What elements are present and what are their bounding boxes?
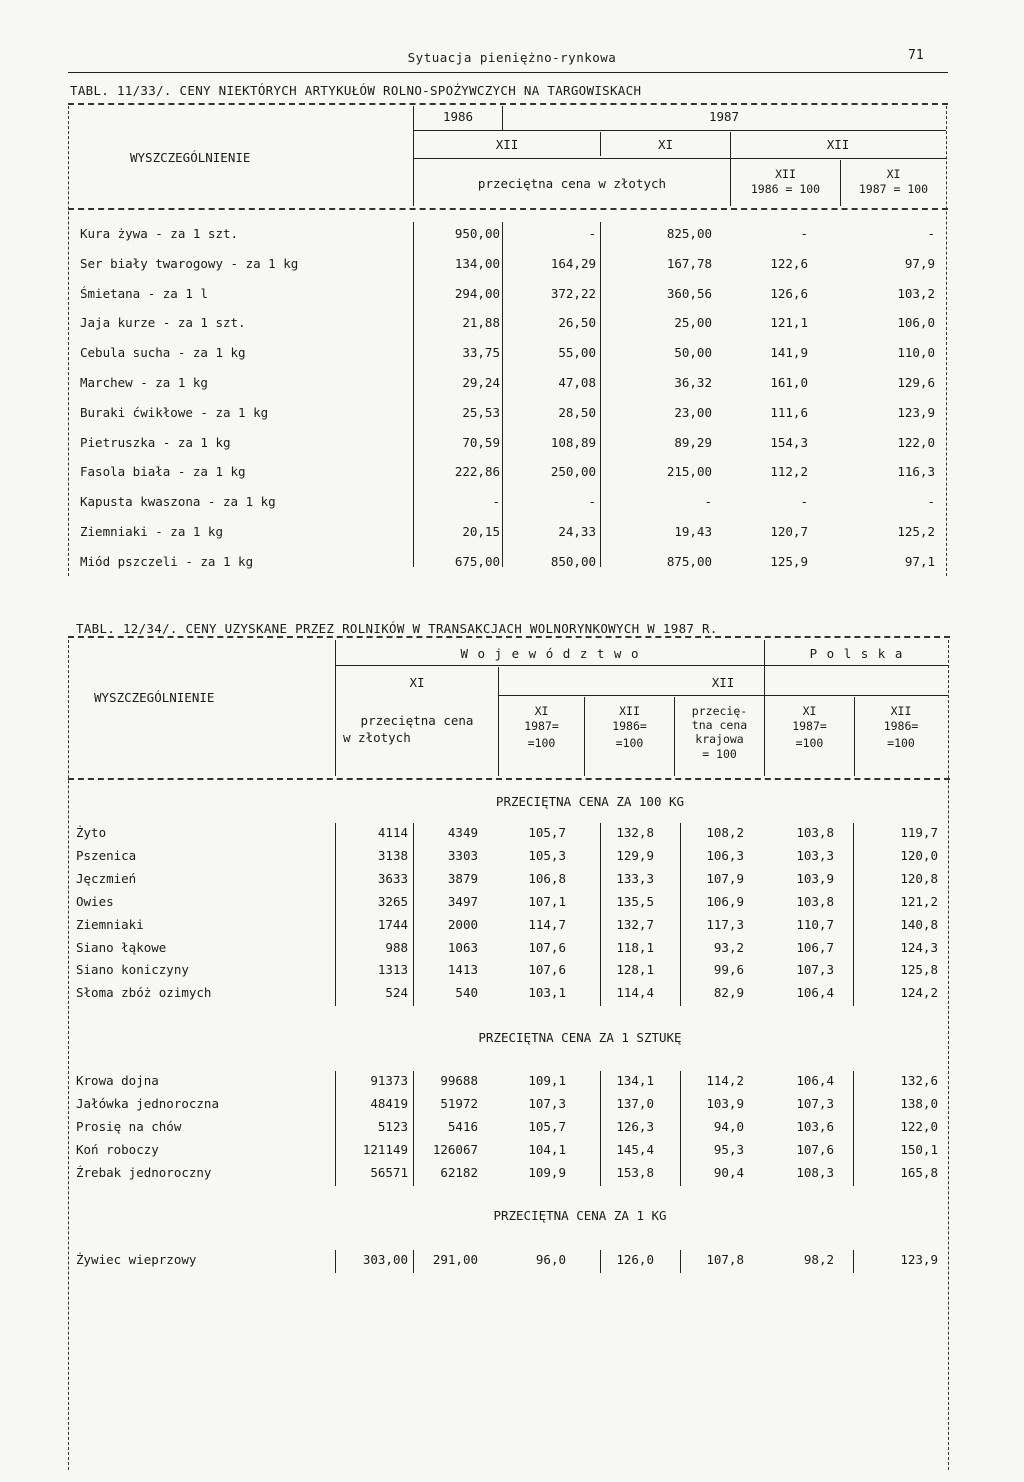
table2-avg-price-2: w złotych [343,730,411,745]
table2-col-divider-b [674,697,675,776]
table2-kg100-cell: 107,6 [528,940,566,955]
table2-kg100-cell: 140,8 [900,917,938,932]
table2-szt-cell: 107,3 [528,1096,566,1111]
table2-szt-cell: 106,4 [796,1073,834,1088]
table2-kg100-cell: 1744 [377,917,408,932]
table2-kg100-cell: 106,7 [796,940,834,955]
table1-year-1986: 1986 [442,109,474,124]
table1-index2-top: XI [886,167,901,181]
table1-cell: 675,00 [454,554,500,569]
table2-szt-cell: 150,1 [900,1142,938,1157]
table1-top-dash [68,103,948,105]
table2-kg100-cell: 132,8 [616,825,654,840]
table2-kg100-row-label: Pszenica [76,848,137,863]
table1-row-label: Kura żywa - za 1 szt. [80,226,239,241]
table1-index2-bottom: 1987 = 100 [858,182,929,196]
table1-row-label: Fasola biała - za 1 kg [80,464,246,479]
table1-cell: 97,1 [904,554,935,569]
table1-cell: 28,50 [558,405,596,420]
table1-cell: 129,6 [897,375,935,390]
table2-kg100-cell: 129,9 [616,848,654,863]
table2-kg100-cell: 124,2 [900,985,938,1000]
table2-kg100-cell: 106,4 [796,985,834,1000]
table1-cell: 108,89 [550,435,596,450]
table2-kg100-cell: 988 [385,940,408,955]
table2-szt-row-label: Źrebak jednoroczny [76,1165,212,1180]
table2-kg100-row-label: Jęczmień [76,871,137,886]
table2-month-xi: XI [409,675,425,690]
table1-cell: - [704,494,712,509]
table2-h-pxi-1: XI [802,704,817,718]
table2-szt-cell: 103,9 [706,1096,744,1111]
table2-kg100-cell: 107,6 [528,962,566,977]
table2-kg100-row-label: Siano łąkowe [76,940,167,955]
table2-kg100-row-label: Ziemniaki [76,917,144,932]
table1-cell: 950,00 [454,226,500,241]
table1-cell: 97,9 [904,256,935,271]
section-kg100: PRZECIĘTNA CENA ZA 100 KG [495,794,685,809]
table1-row-label: Kapusta kwaszona - za 1 kg [80,494,276,509]
table1-cell: - [588,494,596,509]
table2-kg100-row-label: Owies [76,894,114,909]
table1-cell: 120,7 [770,524,808,539]
table1-cell: 24,33 [558,524,596,539]
table2-szt-cell: 62182 [440,1165,478,1180]
table2-szt-cell: 138,0 [900,1096,938,1111]
table1-right-border [946,106,947,576]
table2-szt-row-label: Jałówka jednoroczna [76,1096,219,1111]
table1-cell: 250,00 [550,464,596,479]
table2-kg100-cell: 540 [455,985,478,1000]
table1-cell: 825,00 [666,226,712,241]
table2-kg100-cell: 119,7 [900,825,938,840]
table2-kg100-cell: 114,4 [616,985,654,1000]
table2-szt-cell: 104,1 [528,1142,566,1157]
table1-month-divider-1 [600,132,601,156]
table1-cell: 70,59 [462,435,500,450]
table2-szt-col-line [853,1071,854,1186]
table1-month-xii-a: XII [495,137,519,152]
table1-row-label: Buraki ćwikłowe - za 1 kg [80,405,269,420]
table2-kg100-col-line [413,823,414,1006]
table2-szt-cell: 109,1 [528,1073,566,1088]
table2-kg1-cell: 123,9 [900,1252,938,1267]
table2-h-xii-2: 1986= [612,719,647,733]
table1-body-line-2 [502,222,503,567]
table2-kg100-cell: 3633 [377,871,408,886]
table1-cell: 122,6 [770,256,808,271]
table2-kg1-col-line [853,1250,854,1273]
table2-kg100-cell: 124,3 [900,940,938,955]
table1-cell: 122,0 [897,435,935,450]
table2-kg100-cell: 114,7 [528,917,566,932]
table1-header-dash [68,208,948,210]
table1-cell: 47,08 [558,375,596,390]
table2-kg1-cell: 126,0 [616,1252,654,1267]
table2-szt-cell: 5416 [447,1119,478,1134]
table2-kg1-cell: 107,8 [706,1252,744,1267]
table1-cell: 20,15 [462,524,500,539]
table2-kg100-cell: 121,2 [900,894,938,909]
table1-cell: 125,2 [897,524,935,539]
table1-row-label: Miód pszczeli - za 1 kg [80,554,254,569]
table2-kg100-col-line [853,823,854,1006]
table2-szt-cell: 51972 [440,1096,478,1111]
table1-row-label: Ser biały twarogowy - za 1 kg [80,256,299,271]
table2-szt-cell: 90,4 [713,1165,744,1180]
table2-kg100-cell: 120,0 [900,848,938,863]
table2-szt-row-label: Prosię na chów [76,1119,182,1134]
table2-szt-cell: 48419 [370,1096,408,1111]
table2-kg100-cell: 1313 [377,962,408,977]
table2-szt-col-line [680,1071,681,1186]
table2-kg1-cell: 98,2 [803,1252,834,1267]
table1-cell: 121,1 [770,315,808,330]
table2-h-pxii-1: XII [890,704,912,718]
table2-kg100-cell: 1413 [447,962,478,977]
table1-cell: 55,00 [558,345,596,360]
table1-index1-bottom: 1986 = 100 [750,182,821,196]
table2-szt-cell: 103,6 [796,1119,834,1134]
table2-h-kraj-3: krajowa [695,732,744,746]
table2-kg100-cell: 4349 [447,825,478,840]
table2-wojewodztwo: W o j e w ó d z t w o [460,646,640,661]
table2-kg100-cell: 135,5 [616,894,654,909]
table1-row-label: Śmietana - za 1 l [80,286,208,301]
table2-kg100-cell: 103,8 [796,825,834,840]
table2-kg100-row-label: Siano koniczyny [76,962,189,977]
table2-kg1-row-label: Żywiec wieprzowy [76,1252,197,1267]
table2-col-divider-c [854,697,855,776]
table1-row-label: Cebula sucha - za 1 kg [80,345,246,360]
table1-cell: 29,24 [462,375,500,390]
table2-h-pxii-2: 1986= [883,719,919,733]
table2-h-kraj-1: przecię- [691,704,748,718]
table1-header-label: WYSZCZEGÓLNIENIE [130,150,251,165]
table2-szt-cell: 137,0 [616,1096,654,1111]
table1-index-divider [840,160,841,206]
table2-month-xii: XII [711,675,735,690]
table1-row-label: Jaja kurze - za 1 szt. [80,315,246,330]
header-rule [68,72,948,73]
table2-kg100-cell: 107,9 [706,871,744,886]
table2-kg100-row-label: Żyto [76,825,107,840]
table2-col-divider-a [584,697,585,776]
table2-h-xi-3: =100 [527,736,556,750]
table1-cell: - [800,494,808,509]
table1-cell: 126,6 [770,286,808,301]
table2-szt-cell: 122,0 [900,1119,938,1134]
table2-szt-cell: 108,3 [796,1165,834,1180]
table2-kg1-col-line [335,1250,336,1273]
table2-szt-cell: 95,3 [713,1142,744,1157]
table2-szt-col-line [335,1071,336,1186]
table2-kg1-col-line [413,1250,414,1273]
table1-cell: 850,00 [550,554,596,569]
table2-h-xi-1: XI [534,704,549,718]
table1-cell: 110,0 [897,345,935,360]
table2-kg100-cell: 103,3 [796,848,834,863]
table2-kg100-cell: 107,1 [528,894,566,909]
table1-cell: 141,9 [770,345,808,360]
table2-top-dash [68,636,950,638]
table2-kg100-cell: 93,2 [713,940,744,955]
table2-kg100-cell: 4114 [377,825,408,840]
table2-right-border [948,640,949,1470]
table2-xi-divider [498,667,499,776]
table2-szt-cell: 165,8 [900,1165,938,1180]
table2-kg100-row-label: Słoma zbóż ozimych [76,985,212,1000]
table2-h-pxi-3: =100 [795,736,824,750]
table1-cell: 125,9 [770,554,808,569]
table1-cell: - [588,226,596,241]
table2-kg100-col-line [680,823,681,1006]
table2-h-pxi-2: 1987= [792,719,827,733]
table2-kg100-cell: 108,2 [706,825,744,840]
table2-kg1-cell: 303,00 [362,1252,408,1267]
table2-polska-divider [764,640,765,776]
table2-avg-price-1: przeciętna cena [360,713,474,728]
table2-szt-row-label: Krowa dojna [76,1073,159,1088]
table1-cell: 21,88 [462,315,500,330]
table2-title: TABL. 12/34/. CENY UZYSKANE PRZEZ ROLNIKÓW W TRANSAKCJACH WOLNORYNKOWYCH W 1987 R. [76,621,718,636]
table1-avg-price: przeciętna cena w złotych [477,176,667,191]
table1-cell: 372,22 [550,286,596,301]
section-kg1: PRZECIĘTNA CENA ZA 1 KG [493,1208,667,1223]
table1-h-rule-2 [413,158,946,159]
table2-kg1-col-line [600,1250,601,1273]
table2-kg100-cell: 3497 [447,894,478,909]
table1-cell: 26,50 [558,315,596,330]
table2-szt-cell: 145,4 [616,1142,654,1157]
table1-cell: - [927,494,935,509]
table1-month-xi: XI [657,137,674,152]
table2-szt-cell: 56571 [370,1165,408,1180]
table1-cell: - [800,226,808,241]
table2-polska: P o l s k a [809,646,904,661]
table1-cell: 154,3 [770,435,808,450]
table1-h-rule-1 [413,130,946,131]
table2-szt-cell: 107,3 [796,1096,834,1111]
table2-kg100-cell: 82,9 [713,985,744,1000]
table1-cell: 103,2 [897,286,935,301]
table2-kg100-cell: 106,8 [528,871,566,886]
table1-cell: - [927,226,935,241]
table1-row-label: Marchew - za 1 kg [80,375,208,390]
table1-month-xii-b: XII [826,137,850,152]
table1-cell: 116,3 [897,464,935,479]
table1-cell: 89,29 [674,435,712,450]
page-number: 71 [908,48,924,63]
table2-kg100-cell: 118,1 [616,940,654,955]
table2-h-kraj-4: = 100 [702,747,737,761]
table2-kg100-cell: 106,9 [706,894,744,909]
table2-szt-cell: 91373 [370,1073,408,1088]
table2-h-pxii-3: =100 [887,736,915,750]
table2-szt-cell: 94,0 [713,1119,744,1134]
page-header: Sytuacja pieniężno-rynkowa [407,50,617,65]
table1-cell: 164,29 [550,256,596,271]
table1-month-divider-2 [730,132,731,206]
table2-h-xii-3: =100 [615,736,644,750]
table2-szt-cell: 105,7 [528,1119,566,1134]
table1-cell: 875,00 [666,554,712,569]
table2-kg100-cell: 107,3 [796,962,834,977]
table2-left-border [68,640,69,1470]
table2-kg100-cell: 3138 [377,848,408,863]
table2-szt-cell: 153,8 [616,1165,654,1180]
table1-col-divider [413,106,414,206]
table2-kg100-cell: 3879 [447,871,478,886]
table2-kg100-cell: 2000 [447,917,478,932]
table2-kg100-cell: 117,3 [706,917,744,932]
table1-cell: 50,00 [674,345,712,360]
table2-kg100-cell: 524 [385,985,408,1000]
section-szt: PRZECIĘTNA CENA ZA 1 SZTUKĘ [478,1030,682,1045]
table2-szt-cell: 121149 [362,1142,408,1157]
table2-kg100-cell: 133,3 [616,871,654,886]
table2-kg100-cell: 110,7 [796,917,834,932]
table1-cell: 161,0 [770,375,808,390]
table2-kg100-cell: 103,8 [796,894,834,909]
table2-h-rule-1 [335,665,948,666]
table1-cell: 36,32 [674,375,712,390]
table2-kg100-cell: 105,3 [528,848,566,863]
table1-cell: 123,9 [897,405,935,420]
table1-cell: 215,00 [666,464,712,479]
table2-szt-cell: 126067 [432,1142,478,1157]
table2-szt-cell: 109,9 [528,1165,566,1180]
table1-cell: - [492,494,500,509]
table1-cell: 25,00 [674,315,712,330]
table2-header-dash [68,778,950,780]
table1-cell: 360,56 [666,286,712,301]
table1-year-divider [502,106,503,130]
table2-h-rule-2 [498,695,948,696]
table1-cell: 33,75 [462,345,500,360]
table1-cell: 25,53 [462,405,500,420]
table2-szt-cell: 114,2 [706,1073,744,1088]
table2-kg100-cell: 99,6 [713,962,744,977]
table2-kg1-cell: 96,0 [535,1252,566,1267]
table2-kg100-cell: 106,3 [706,848,744,863]
table2-szt-cell: 5123 [377,1119,408,1134]
table2-kg1-col-line [680,1250,681,1273]
table2-kg100-cell: 132,7 [616,917,654,932]
table2-szt-cell: 132,6 [900,1073,938,1088]
table1-cell: 19,43 [674,524,712,539]
table2-h-kraj-2: tna cena [691,718,748,732]
table2-kg100-cell: 1063 [447,940,478,955]
table1-cell: 222,86 [454,464,500,479]
table1-body-line-1 [413,222,414,567]
table2-h-xi-2: 1987= [524,719,559,733]
table2-szt-col-line [413,1071,414,1186]
table1-cell: 112,2 [770,464,808,479]
table2-szt-row-label: Koń roboczy [76,1142,159,1157]
table1-cell: 167,78 [666,256,712,271]
table2-kg100-cell: 103,1 [528,985,566,1000]
table2-kg100-cell: 3303 [447,848,478,863]
table1-cell: 23,00 [674,405,712,420]
table2-header-label: WYSZCZEGÓLNIENIE [94,690,215,705]
table1-title: TABL. 11/33/. CENY NIEKTÓRYCH ARTYKUŁÓW ROLNO-SPOŻYWCZYCH NA TARGOWISKACH [70,83,642,98]
table2-kg100-cell: 125,8 [900,962,938,977]
table1-cell: 134,00 [454,256,500,271]
table2-kg100-cell: 128,1 [616,962,654,977]
table1-cell: 294,00 [454,286,500,301]
table2-szt-cell: 134,1 [616,1073,654,1088]
table2-kg100-col-line [600,823,601,1006]
table2-col-divider [335,640,336,776]
table1-cell: 106,0 [897,315,935,330]
table1-row-label: Ziemniaki - za 1 kg [80,524,223,539]
table2-kg100-cell: 105,7 [528,825,566,840]
table1-cell: 111,6 [770,405,808,420]
table1-index1-top: XII [775,167,796,181]
table1-year-1987: 1987 [708,109,740,124]
table2-szt-cell: 126,3 [616,1119,654,1134]
table1-left-border [68,106,69,576]
table2-kg1-cell: 291,00 [432,1252,478,1267]
table2-kg100-col-line [335,823,336,1006]
table1-body-line-3 [600,222,601,567]
table1-row-label: Pietruszka - za 1 kg [80,435,231,450]
table2-szt-cell: 107,6 [796,1142,834,1157]
table2-kg100-cell: 103,9 [796,871,834,886]
table2-h-xii-1: XII [619,704,640,718]
table2-szt-col-line [600,1071,601,1186]
table2-kg100-cell: 120,8 [900,871,938,886]
table2-szt-cell: 99688 [440,1073,478,1088]
table2-kg100-cell: 3265 [377,894,408,909]
